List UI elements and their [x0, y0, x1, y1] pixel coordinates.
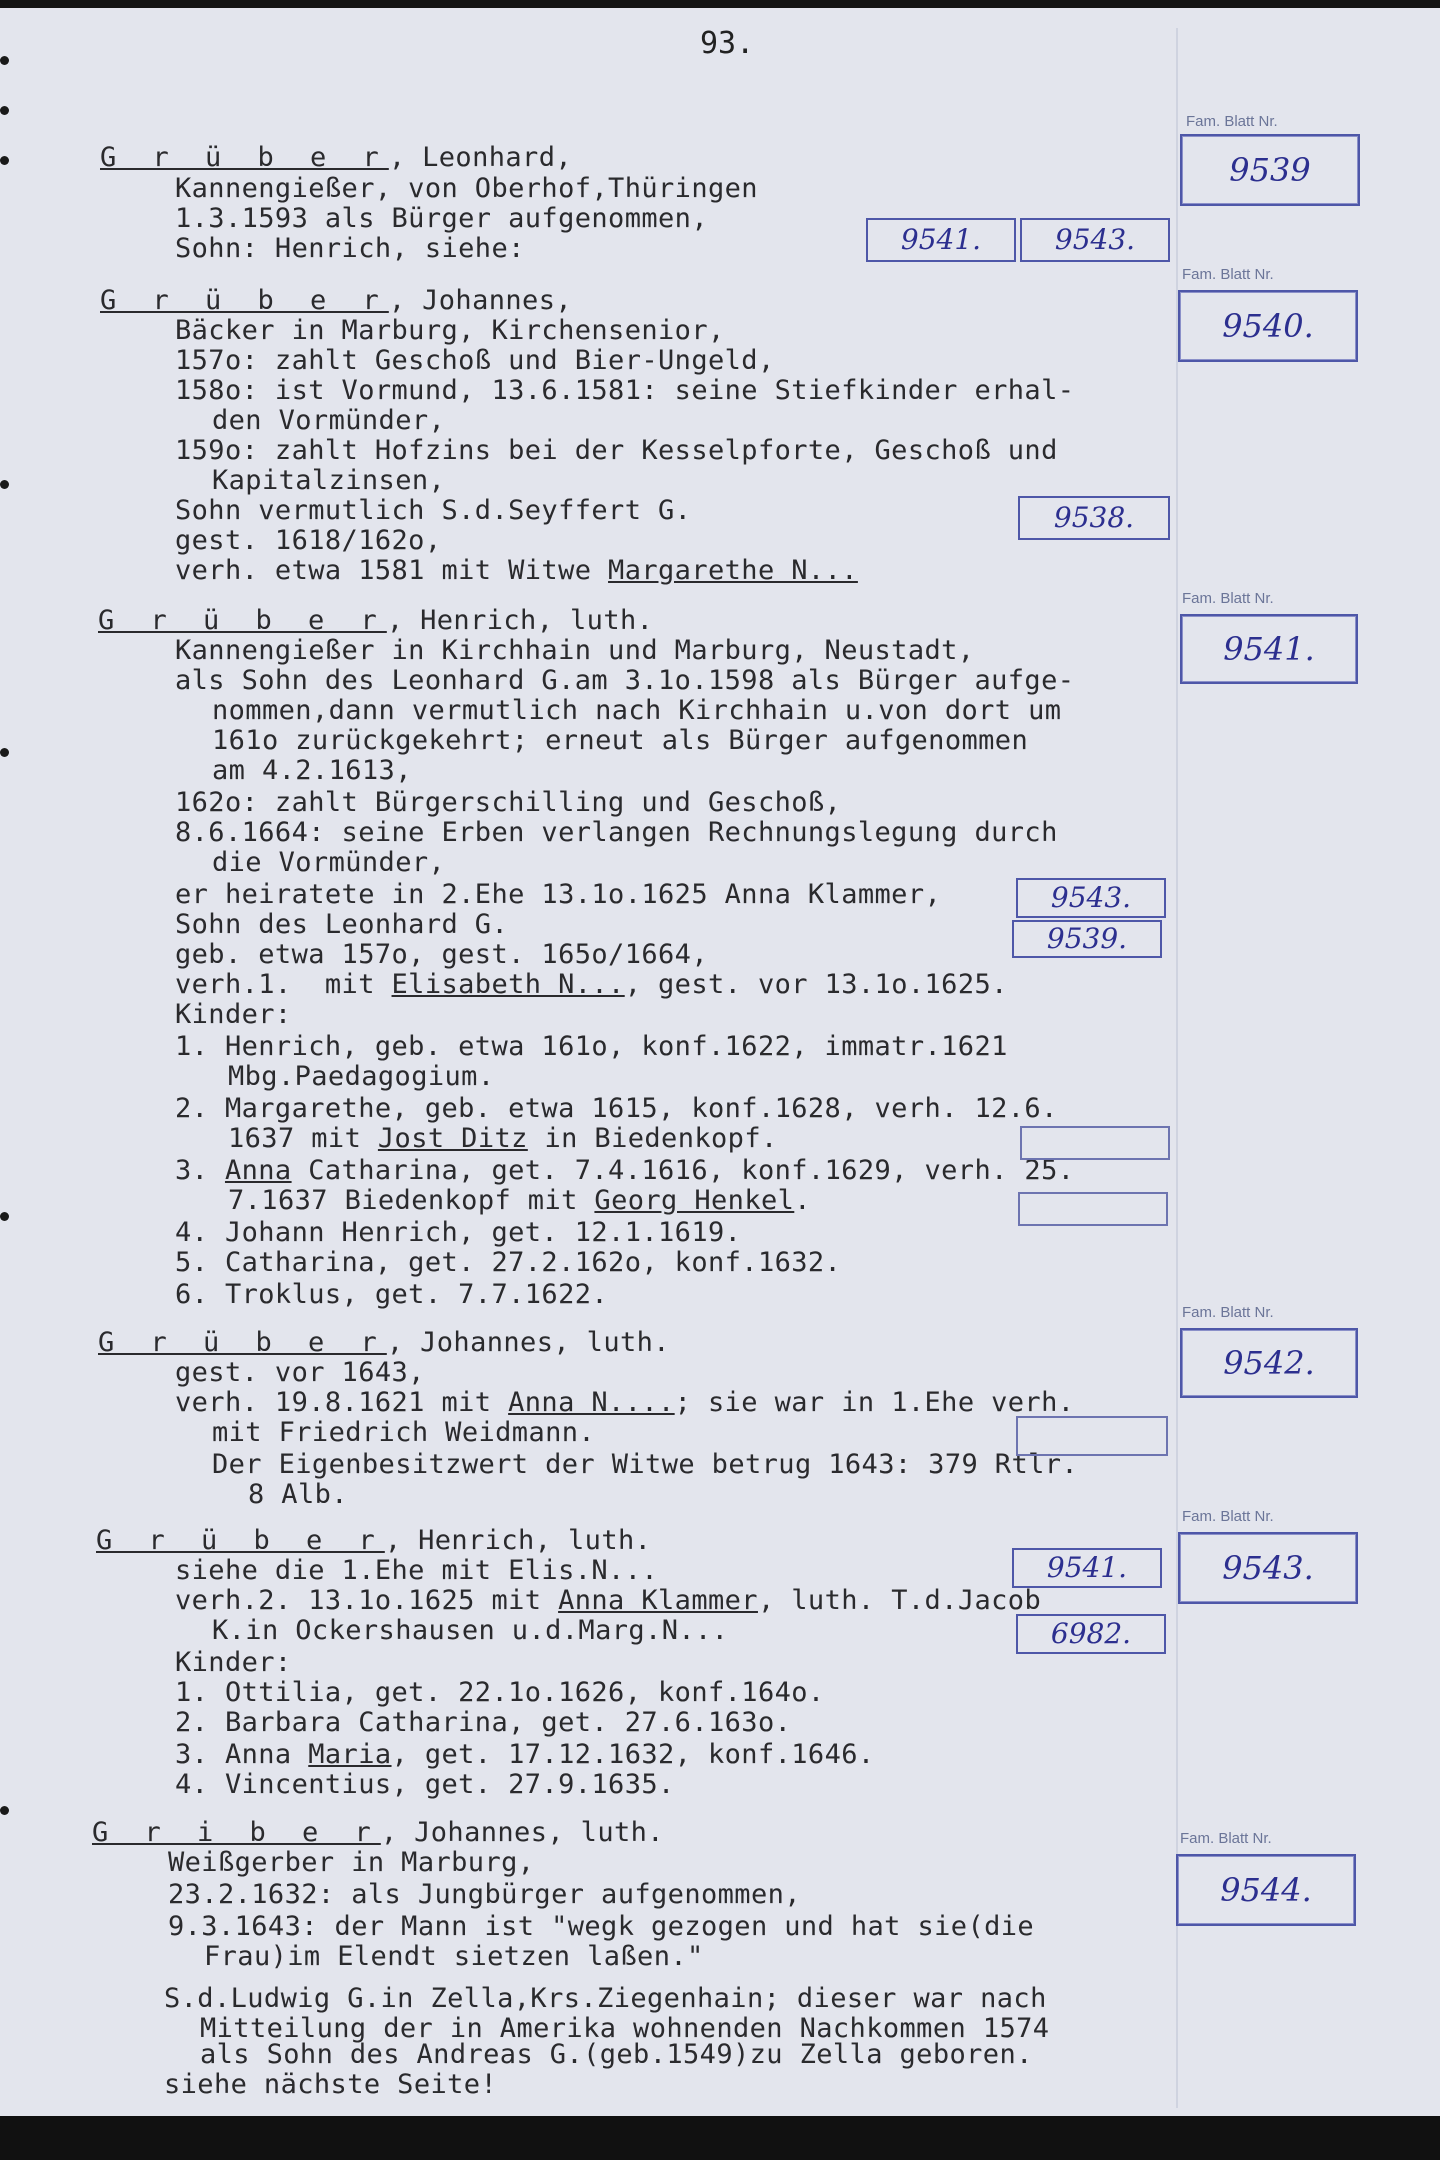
empty-ref-box [1016, 1416, 1168, 1456]
entry-text: verh.1. mit Elisabeth N..., gest. vor 13.1o.1625. [175, 969, 1008, 1000]
spouse-name: Anna N.... [508, 1387, 675, 1418]
document-page [0, 8, 1440, 2116]
entry-heading [98, 1328, 670, 1358]
entry-heading [96, 1526, 651, 1556]
surname: G r ü b e r [100, 142, 389, 173]
entry-text: Der Eigenbesitzwert der Witwe betrug 1643: 379 Rtlr. [212, 1449, 1079, 1480]
binding-mark [0, 156, 9, 165]
ref-box: 9541. [1012, 1548, 1162, 1588]
entry-text: Sohn: Henrich, siehe: [175, 233, 525, 264]
entry-text: 162o: zahlt Bürgerschilling und Geschoß, [175, 787, 842, 818]
surname: G r i b e r [92, 1817, 381, 1848]
entry-text: Kinder: [175, 1647, 292, 1678]
fam-number-box: 9541. [1180, 614, 1358, 684]
entry-text: 5. Catharina, get. 27.2.162o, konf.1632. [175, 1247, 842, 1278]
entry-text: siehe nächste Seite! [164, 2069, 498, 2100]
spouse-name: Elisabeth N... [391, 969, 625, 1000]
entry-text: 1. Ottilia, get. 22.1o.1626, konf.164o. [175, 1677, 825, 1708]
entry-text: Sohn des Leonhard G. [175, 909, 509, 940]
binding-mark [0, 748, 9, 757]
spouse-name: Jost Ditz [377, 1123, 528, 1154]
entry-heading [100, 143, 572, 173]
fam-number-box: 9543. [1178, 1532, 1358, 1604]
entry-text: er heiratete in 2.Ehe 13.1o.1625 Anna Klammer, [175, 879, 942, 910]
fam-blatt-label: Fam. Blatt Nr. [1182, 590, 1274, 607]
binding-mark [0, 1806, 9, 1815]
given-name: , Johannes, [388, 285, 573, 316]
ref-box: 6982. [1016, 1614, 1166, 1654]
entry-text: 23.2.1632: als Jungbürger aufgenommen, [168, 1879, 801, 1910]
entry-text: gest. vor 1643, [175, 1357, 425, 1388]
given-name: , Henrich, luth. [386, 605, 654, 636]
entry-text: 2. Barbara Catharina, get. 27.6.163o. [175, 1707, 792, 1738]
binding-mark [0, 480, 9, 489]
entry-text: Kinder: [175, 999, 292, 1030]
entry-heading [92, 1818, 664, 1848]
entry-text: 3. Anna Maria, get. 17.12.1632, konf.1646. [175, 1739, 875, 1770]
binding-mark [0, 56, 9, 65]
entry-text: 1.3.1593 als Bürger aufgenommen, [175, 203, 708, 234]
entry-text: Frau)im Elendt sietzen laßen." [204, 1941, 704, 1972]
ref-box: 9541. [866, 218, 1016, 262]
given-name: , Leonhard, [388, 142, 573, 173]
binding-mark [0, 1212, 9, 1221]
entry-text: 2. Margarethe, geb. etwa 1615, konf.1628, verh. 12.6. [175, 1093, 1058, 1124]
entry-text: Mitteilung der in Amerika wohnenden Nachkommen 1574 [200, 2013, 1050, 2044]
ref-box: 9538. [1018, 496, 1170, 540]
fam-blatt-label: Fam. Blatt Nr. [1180, 1830, 1272, 1847]
spouse-name: Georg Henkel [594, 1185, 795, 1216]
entry-text: verh.2. 13.1o.1625 mit Anna Klammer, luth. T.d.Jacob [175, 1585, 1042, 1616]
entry-heading [98, 606, 653, 636]
entry-text: Weißgerber in Marburg, [168, 1847, 535, 1878]
spouse-name: Margarethe N... [608, 555, 858, 586]
entry-text: die Vormünder, [212, 847, 446, 878]
entry-text: Sohn vermutlich S.d.Seyffert G. [175, 495, 692, 526]
entry-text: 7.1637 Biedenkopf mit Georg Henkel. [228, 1185, 811, 1216]
fam-blatt-label: Fam. Blatt Nr. [1182, 266, 1274, 283]
fam-number-box: 9544. [1176, 1854, 1356, 1926]
entry-text: 3. Anna Catharina, get. 7.4.1616, konf.1629, verh. 25. [175, 1155, 1075, 1186]
empty-ref-box [1018, 1192, 1168, 1226]
empty-ref-box [1020, 1126, 1170, 1160]
entry-text: mit Friedrich Weidmann. [212, 1417, 596, 1448]
fam-blatt-label: Fam. Blatt Nr. [1186, 113, 1278, 130]
entry-text: siehe die 1.Ehe mit Elis.N... [175, 1555, 659, 1586]
surname: G r ü b e r [96, 1525, 385, 1556]
surname: G r ü b e r [98, 605, 387, 636]
ref-box: 9543. [1016, 878, 1166, 918]
page-number: 93. [700, 26, 755, 61]
entry-text: Kapitalzinsen, [212, 465, 446, 496]
entry-text: Kannengießer, von Oberhof,Thüringen [175, 173, 758, 204]
fam-blatt-label: Fam. Blatt Nr. [1182, 1304, 1274, 1321]
entry-text: als Sohn des Leonhard G.am 3.1o.1598 als Bürger aufge- [175, 665, 1075, 696]
entry-text: Mbg.Paedagogium. [228, 1061, 495, 1092]
entry-text: nommen,dann vermutlich nach Kirchhain u.von dort um [212, 695, 1062, 726]
scan-border [0, 2116, 1440, 2160]
entry-text: 161o zurückgekehrt; erneut als Bürger aufgenommen [212, 725, 1029, 756]
entry-text: Kannengießer in Kirchhain und Marburg, Neustadt, [175, 635, 975, 666]
entry-text: geb. etwa 157o, gest. 165o/1664, [175, 939, 708, 970]
entry-text: K.in Ockershausen u.d.Marg.N... [212, 1615, 729, 1646]
entry-text: S.d.Ludwig G.in Zella,Krs.Ziegenhain; dieser war nach [164, 1983, 1047, 2014]
entry-text: 8 Alb. [248, 1479, 348, 1510]
surname: G r ü b e r [100, 285, 389, 316]
entry-text: als Sohn des Andreas G.(geb.1549)zu Zella geboren. [200, 2039, 1033, 2070]
entry-heading [100, 286, 572, 316]
entry-text: 6. Troklus, get. 7.7.1622. [175, 1279, 609, 1310]
entry-text: am 4.2.1613, [212, 755, 412, 786]
entry-text: 158o: ist Vormund, 13.6.1581: seine Stiefkinder erhal- [175, 375, 1075, 406]
entry-text: den Vormünder, [212, 405, 446, 436]
surname: G r ü b e r [98, 1327, 387, 1358]
entry-text: 157o: zahlt Geschoß und Bier-Ungeld, [175, 345, 775, 376]
entry-text: Bäcker in Marburg, Kirchensenior, [175, 315, 725, 346]
ref-box: 9539. [1012, 920, 1162, 958]
entry-text: 4. Johann Henrich, get. 12.1.1619. [175, 1217, 742, 1248]
entry-text: 159o: zahlt Hofzins bei der Kesselpforte, Geschoß und [175, 435, 1058, 466]
ref-box: 9543. [1020, 218, 1170, 262]
fam-number-box: 9540. [1178, 290, 1358, 362]
given-name: , Henrich, luth. [384, 1525, 652, 1556]
entry-text: 1637 mit Jost Ditz in Biedenkopf. [228, 1123, 778, 1154]
given-name: , Johannes, luth. [386, 1327, 670, 1358]
binding-mark [0, 106, 9, 115]
entry-text: gest. 1618/162o, [175, 525, 442, 556]
entry-text: 1. Henrich, geb. etwa 161o, konf.1622, immatr.1621 [175, 1031, 1008, 1062]
entry-text: 8.6.1664: seine Erben verlangen Rechnungslegung durch [175, 817, 1058, 848]
entry-text: 9.3.1643: der Mann ist "wegk gezogen und hat sie(die [168, 1911, 1035, 1942]
entry-text: verh. 19.8.1621 mit Anna N....; sie war in 1.Ehe verh. [175, 1387, 1075, 1418]
entry-text: verh. etwa 1581 mit Witwe Margarethe N... [175, 555, 858, 586]
fam-blatt-label: Fam. Blatt Nr. [1182, 1508, 1274, 1525]
spouse-name: Anna Klammer [558, 1585, 758, 1616]
entry-text: 4. Vincentius, get. 27.9.1635. [175, 1769, 675, 1800]
fam-number-box: 9539 [1180, 134, 1360, 206]
given-name: , Johannes, luth. [380, 1817, 664, 1848]
fam-number-box: 9542. [1180, 1328, 1358, 1398]
